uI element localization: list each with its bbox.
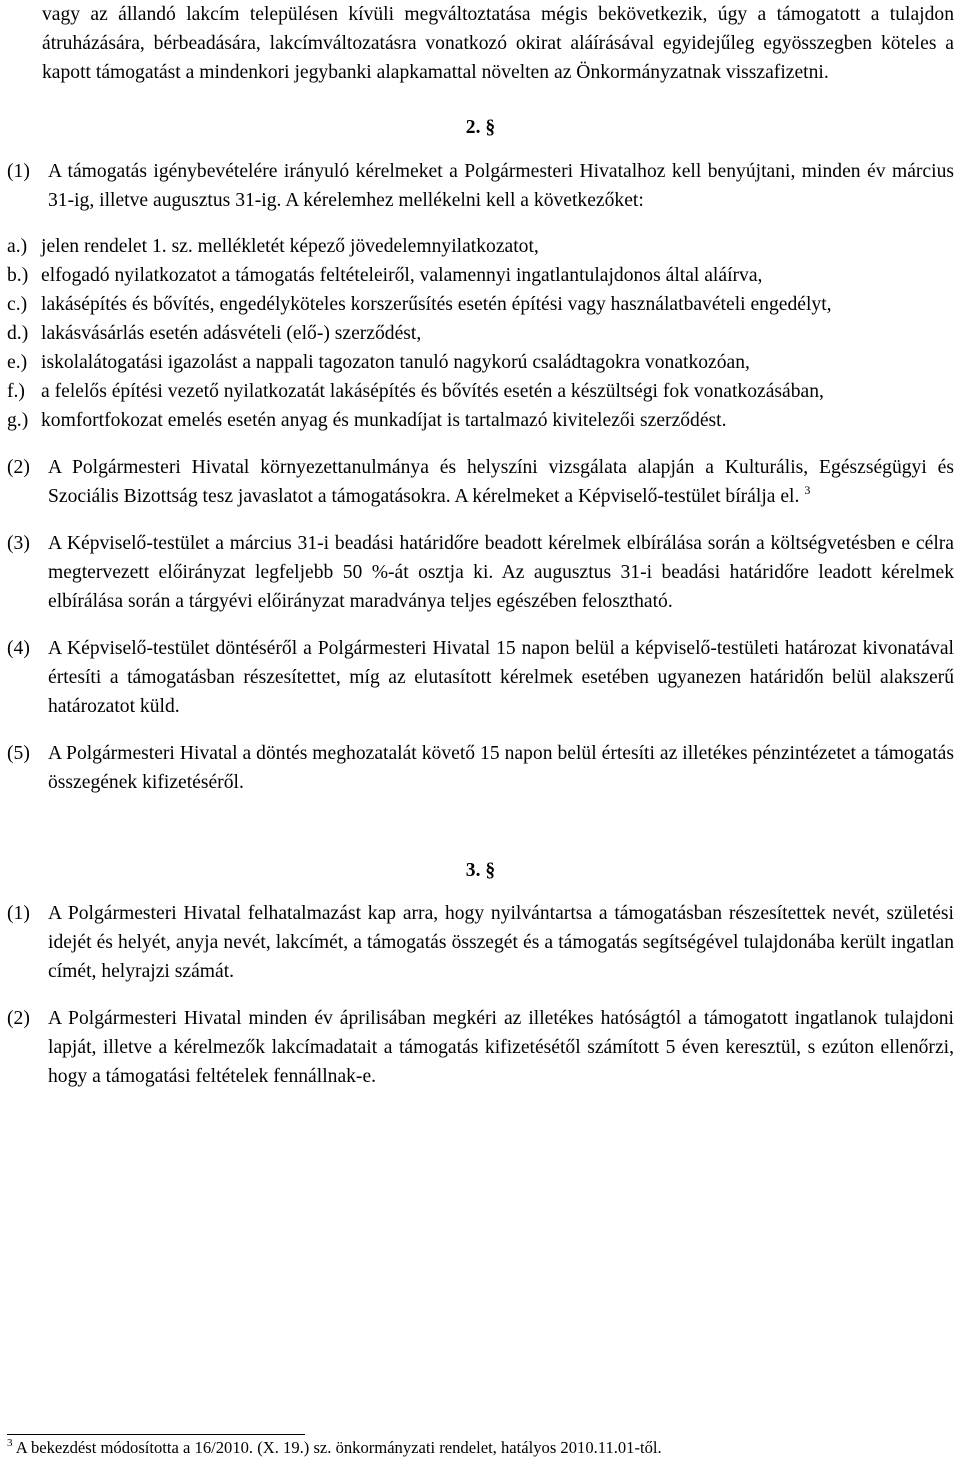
list-text: a felelős építési vezető nyilatkozatát lakásépítés és bővítés esetén a készültségi fok vonatkozásában, bbox=[41, 381, 824, 402]
footnote-text: A bekezdést módosította a 16/2010. (X. 19.) sz. önkormányzati rendelet, hatályos 2010.11.01-től. bbox=[15, 1438, 662, 1457]
paragraph-text bbox=[48, 453, 954, 511]
paragraph-text: A Képviselő-testület a március 31-i beadási határidőre beadott kérelmek elbírálása során a költségvetésben e célra megtervezett előirányzat legfeljebb 50 %-át osztja ki. Az augusztus 31-i beadási határidőre leadott kérelmek elbírálása során a tárgyévi előirányzat maradványa teljes egészében felosztható. bbox=[48, 533, 954, 612]
list-label: g.) bbox=[7, 410, 29, 431]
section-2-paragraph-5 bbox=[7, 739, 954, 797]
paragraph-number: (5) bbox=[7, 743, 30, 764]
footnote-reference[interactable]: 3 bbox=[804, 483, 811, 497]
section-2-paragraph-2 bbox=[7, 453, 954, 511]
list-text: lakásépítés és bővítés, engedélyköteles korszerűsítés esetén építési vagy használatbavételi engedélyt, bbox=[41, 294, 832, 315]
attachment-list bbox=[7, 232, 954, 435]
paragraph-number: (1) bbox=[7, 903, 30, 924]
list-item bbox=[7, 377, 954, 406]
section-3-paragraph-2 bbox=[7, 1004, 954, 1091]
list-label: f.) bbox=[7, 381, 25, 402]
intro-paragraph: vagy az állandó lakcím településen kívüli megváltoztatása mégis bekövetkezik, úgy a támogatott a tulajdon átruházására, bérbeadására, lakcímváltozatásra vonatkozó okirat aláírásával egyidejűleg egyösszegben köteles a kapott támogatást a mindenkori jegybanki alapkamattal növelten az Önkormányzatnak visszafizetni. bbox=[42, 4, 954, 83]
list-label: b.) bbox=[7, 265, 29, 286]
list-text: elfogadó nyilatkozatot a támogatás feltételeiről, valamennyi ingatlantulajdonos által aláírva, bbox=[41, 265, 763, 286]
list-text: komfortfokozat emelés esetén anyag és munkadíjat is tartalmazó kivitelezői szerződést. bbox=[41, 410, 727, 431]
list-text: lakásvásárlás esetén adásvételi (elő-) szerződést, bbox=[41, 323, 422, 344]
list-item bbox=[7, 406, 954, 435]
paragraph-text: A Képviselő-testület döntéséről a Polgármesteri Hivatal 15 napon belül a képviselő-testületi határozat kivonatával értesíti a támogatásban részesítettet, míg az elutasított kérelmek esetében ugyanezen határidőn belül alakszerű határozatot küld. bbox=[48, 638, 954, 717]
paragraph-body: A Polgármesteri Hivatal környezettanulmánya és helyszíni vizsgálata alapján a Kulturális, Egészségügyi és Szociális Bizottság tesz javaslatot a támogatásokra. A kérelmeket a Képviselő-testület bírálja el. bbox=[48, 457, 954, 507]
paragraph-text: A Polgármesteri Hivatal felhatalmazást kap arra, hogy nyilvántartsa a támogatásban részesítettek nevét, születési idejét és helyét, anyja nevét, lakcímét, a támogatás összegét és a támogatás segítségével tulajdonába került ingatlan címét, helyrajzi számát. bbox=[48, 903, 954, 982]
section-3-heading: 3. § bbox=[465, 860, 496, 881]
list-item bbox=[7, 319, 954, 348]
section-2-heading: 2. § bbox=[465, 117, 496, 138]
footnote bbox=[7, 1437, 662, 1459]
paragraph-number: (2) bbox=[7, 457, 30, 478]
list-item bbox=[7, 261, 954, 290]
paragraph-number: (3) bbox=[7, 533, 30, 554]
paragraph-text: A Polgármesteri Hivatal minden év áprilisában megkéri az illetékes hatóságtól a támogatott ingatlanok tulajdoni lapját, illetve a kérelmezők lakcímadatait a támogatás kifizetésétől számított 5 éven keresztül, s ezúton ellenőrzi, hogy a támogatási feltételek fennállnak-e. bbox=[48, 1008, 954, 1087]
list-label: d.) bbox=[7, 323, 29, 344]
list-label: e.) bbox=[7, 352, 28, 373]
list-item bbox=[7, 348, 954, 377]
paragraph-number: (1) bbox=[7, 161, 30, 182]
list-item bbox=[7, 290, 954, 319]
section-3-paragraph-1 bbox=[7, 899, 954, 986]
list-label: c.) bbox=[7, 294, 28, 315]
list-label: a.) bbox=[7, 236, 28, 257]
footnote-separator bbox=[7, 1434, 305, 1435]
paragraph-text: A Polgármesteri Hivatal a döntés meghozatalát követő 15 napon belül értesíti az illetékes pénzintézetet a támogatás összegének kifizetéséről. bbox=[48, 743, 954, 793]
list-text: jelen rendelet 1. sz. mellékletét képező jövedelemnyilatkozatot, bbox=[41, 236, 539, 257]
section-2-paragraph-1 bbox=[7, 157, 954, 215]
paragraph-number: (2) bbox=[7, 1008, 30, 1029]
list-item bbox=[7, 232, 954, 261]
section-2-paragraph-4 bbox=[7, 634, 954, 721]
list-text: iskolalátogatási igazolást a nappali tagozaton tanuló nagykorú családtagokra vonatkozóan, bbox=[41, 352, 750, 373]
section-2-paragraph-3 bbox=[7, 529, 954, 616]
footnote-number: 3 bbox=[7, 1437, 13, 1449]
paragraph-text: A támogatás igénybevételére irányuló kérelmeket a Polgármesteri Hivatalhoz kell benyújtani, minden év március 31-ig, illetve augusztus 31-ig. A kérelemhez mellékelni kell a következőket: bbox=[48, 161, 954, 211]
paragraph-number: (4) bbox=[7, 638, 30, 659]
